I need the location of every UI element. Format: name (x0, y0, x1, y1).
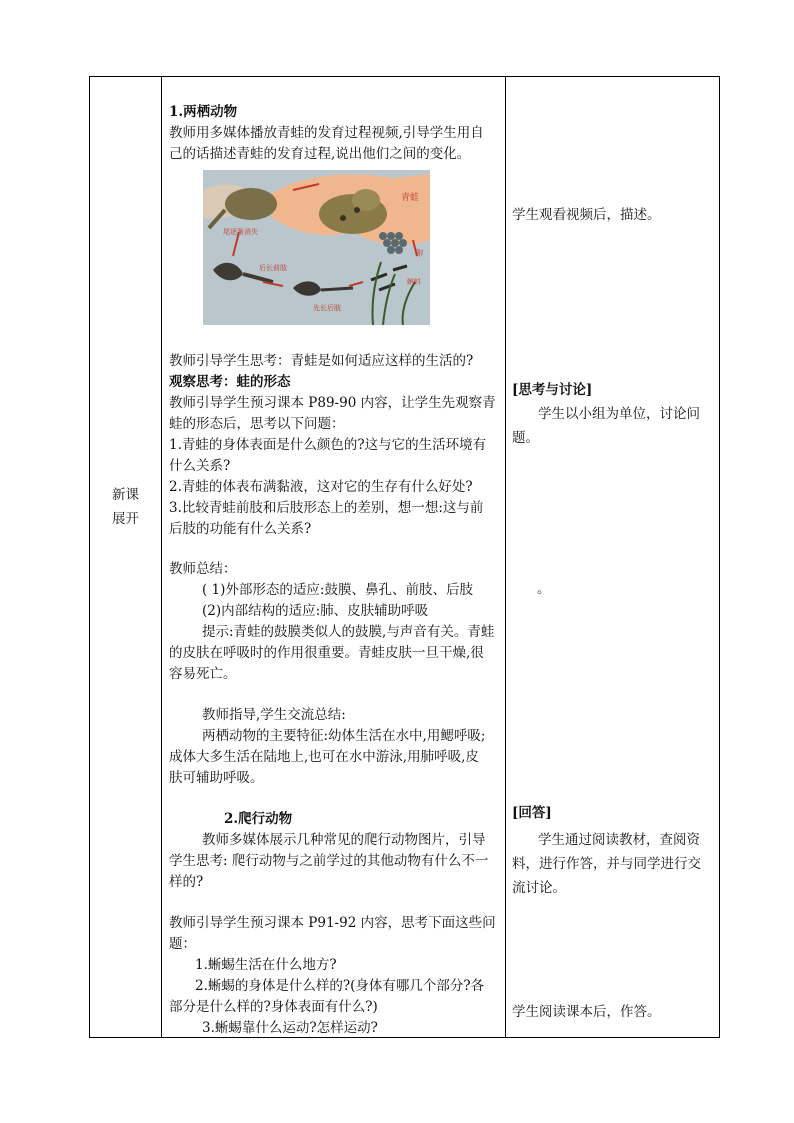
lizard-question1: 1.蜥蜴生活在什么地方? (195, 957, 337, 973)
discussion-line1: 学生以小组为单位，讨论问 (538, 406, 700, 422)
para-video-line2: 己的话描述青蛙的发育过程,说出他们之间的变化。 (169, 146, 471, 162)
summary-title: 教师总结： (169, 561, 237, 577)
question1-line1: 1.青蛙的身体表面是什么颜色的?这与它的生活环境有 (169, 437, 487, 453)
section-label (90, 483, 161, 531)
teacher-activity-cell (162, 77, 506, 1038)
student-activity-cell (506, 77, 720, 1038)
question1-line2: 什么关系? (169, 458, 231, 474)
answer-title: [回答] (512, 805, 552, 821)
student-response-1: 学生观看视频后，描述。 (512, 207, 661, 223)
summary-point2: (2)内部结构的适应:肺、皮肤辅助呼吸 (202, 603, 429, 619)
observe-line1: 教师引导学生预习课本 P89-90 内容，让学生先观察青 (169, 395, 496, 411)
label-eggs: 卵 (415, 249, 423, 258)
frog-lifecycle-figure (203, 170, 430, 325)
lesson-table (89, 76, 720, 1038)
young-frog (225, 188, 277, 220)
question3-line1: 3.比较青蛙前肢和后肢形态上的差别，想一想:这与前 (169, 500, 484, 516)
guide-line: 教师指导,学生交流总结: (202, 707, 346, 723)
label-front-legs: 后长前肢 (259, 264, 287, 272)
reptiles-line1: 教师多媒体展示几种常见的爬行动物图片，引导 (202, 832, 486, 848)
lizard-question3: 3.蜥蜴靠什么运动?怎样运动? (202, 1020, 378, 1036)
preview-line1: 教师引导学生预习课本 P91-92 内容，思考下面这些问 (169, 915, 496, 931)
tip-line3: 容易死亡。 (169, 666, 237, 682)
frog-spot-2 (340, 215, 346, 221)
observe-line2: 蛙的形态后，思考以下问题： (169, 416, 345, 432)
label-hind-legs: 先长后肢 (313, 304, 341, 312)
heading-reptiles: 2.爬行动物 (224, 811, 293, 827)
para-video-line1: 教师用多媒体播放青蛙的发育过程视频,引导学生用自 (169, 125, 484, 141)
lizard-question2-line2: 部分是什么样的?身体表面有什么?) (169, 999, 378, 1015)
features-line1: 两栖动物的主要特征:幼体生活在水中,用鳃呼吸; (202, 728, 486, 744)
answer-line1: 学生通过阅读教材，查阅资 (538, 832, 700, 848)
section-label-line2: 展开 (112, 511, 139, 527)
student-response-reading: 学生阅读课本后，作答。 (512, 1004, 661, 1020)
answer-line2: 料，进行作答，并与同学进行交 (512, 856, 701, 872)
tip-line1: 提示:青蛙的鼓膜类似人的鼓膜,与声音有关。青蛙 (202, 624, 495, 640)
label-tail-gone: 尾逐渐消失 (223, 228, 258, 236)
question2: 2.青蛙的体表布满黏液，这对它的生存有什么好处? (169, 479, 473, 495)
features-line2: 成体大多生活在陆地上,也可在水中游泳,用肺呼吸,皮 (169, 749, 479, 765)
student-response-dot: 。 (537, 581, 551, 597)
heading-amphibians: 1.两栖动物 (169, 104, 238, 120)
question-intro: 教师引导学生思考：青蛙是如何适应这样的生活的? (169, 353, 474, 369)
label-frog: 青蛙 (401, 193, 420, 203)
summary-point1: ( 1)外部形态的适应:鼓膜、鼻孔、前肢、后肢 (202, 582, 473, 598)
label-tadpole: 蝌蚪 (407, 278, 421, 286)
answer-line3: 流讨论。 (512, 880, 566, 896)
section-cell (90, 77, 162, 1038)
question3-line2: 后肢的功能有什么关系? (169, 521, 312, 537)
lizard-question2-line1: 2.蜥蜴的身体是什么样的?(身体有哪几个部分?各 (195, 978, 485, 994)
discussion-line2: 题。 (512, 430, 539, 446)
discussion-title: [思考与讨论] (512, 382, 593, 398)
section-label-line1: 新课 (112, 487, 139, 503)
preview-line2: 题： (169, 936, 196, 952)
tadpole-tail (321, 288, 353, 290)
reptiles-line2: 学生思考: 爬行动物与之前学过的其他动物有什么不一 (169, 853, 489, 869)
tip-line2: 的皮肤在呼吸时的作用很重要。青蛙皮肤一旦干燥,很 (169, 645, 484, 661)
reptiles-line3: 样的? (169, 874, 204, 890)
observe-title: 观察思考：蛙的形态 (169, 374, 291, 390)
features-line3: 肤可辅助呼吸。 (169, 770, 264, 786)
frog-spot-1 (354, 207, 360, 213)
